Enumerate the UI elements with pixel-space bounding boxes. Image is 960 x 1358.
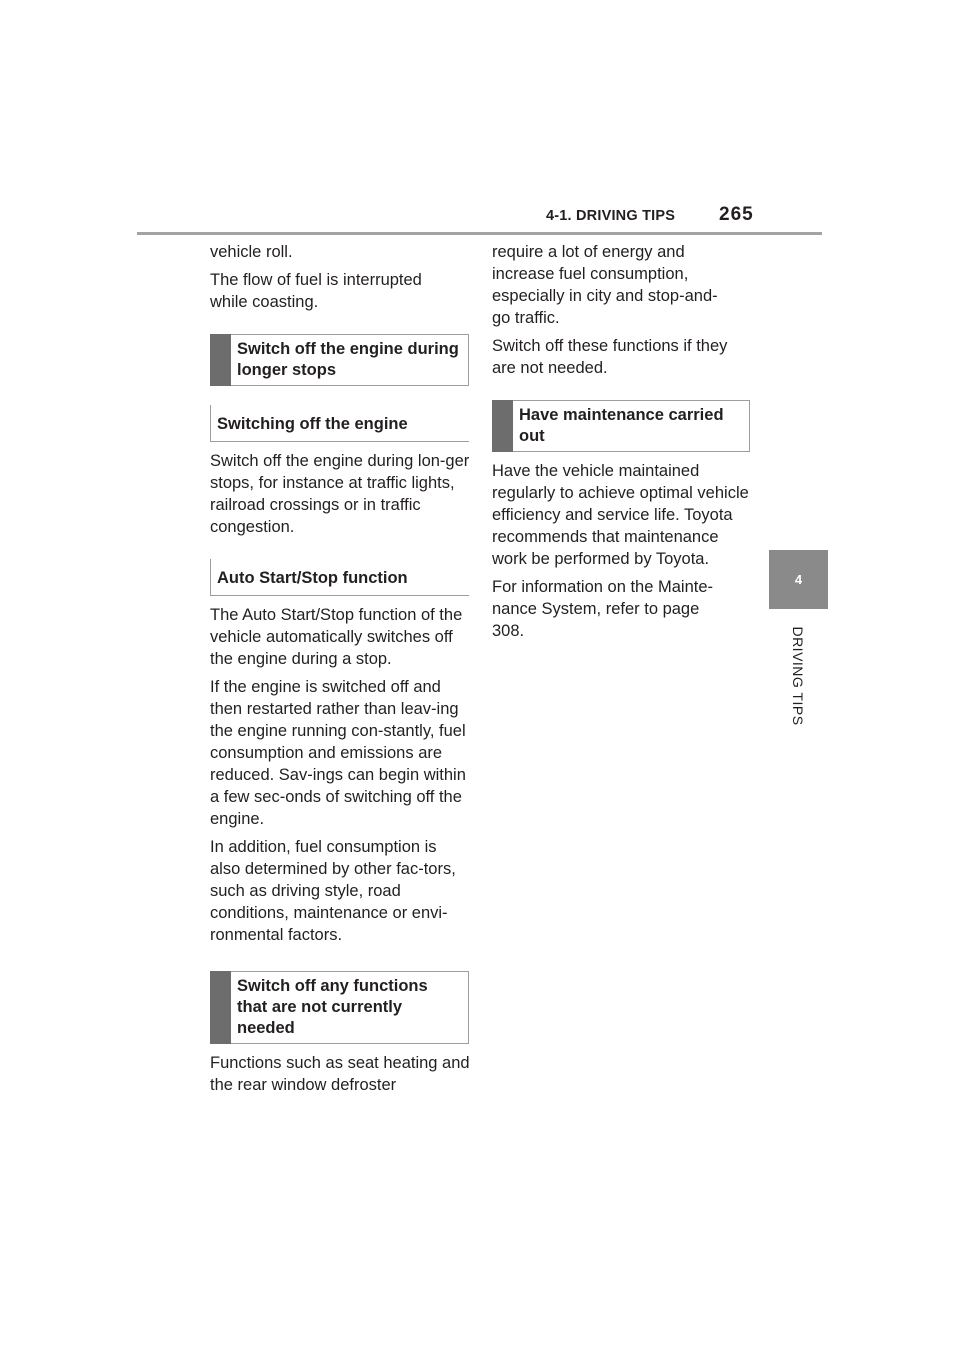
section-heading-bar bbox=[492, 400, 513, 452]
section-heading-box bbox=[210, 971, 469, 1044]
paragraph: vehicle roll. bbox=[210, 243, 293, 261]
paragraph: Functions such as seat heating and the rear window defroster bbox=[210, 1054, 470, 1094]
paragraph: The flow of fuel is interrupted while coasting. bbox=[210, 271, 422, 311]
right-column bbox=[492, 241, 752, 648]
header-rule bbox=[137, 232, 822, 235]
section-heading-box bbox=[210, 334, 469, 386]
section-heading-box bbox=[492, 400, 750, 452]
left-column bbox=[210, 241, 470, 1102]
section-heading-bar bbox=[210, 971, 231, 1044]
section-heading-bar bbox=[210, 334, 231, 386]
header-section-title: 4-1. DRIVING TIPS bbox=[546, 208, 676, 224]
paragraph: require a lot of energy and increase fuel consumption, especially in city and stop-and-go traffic. bbox=[492, 243, 718, 327]
paragraph: The Auto Start/Stop function of the vehicle automatically switches off the engine during a stop. bbox=[210, 606, 463, 668]
paragraph: Switch off these functions if they are not needed. bbox=[492, 337, 728, 377]
section-heading-text: Switch off any functions that are not currently needed bbox=[237, 977, 428, 1037]
sub-heading: Auto Start/Stop function bbox=[210, 559, 469, 596]
chapter-side-label: DRIVING TIPS bbox=[790, 626, 806, 726]
paragraph: Have the vehicle maintained regularly to achieve optimal vehicle efficiency and service life. Toyota recommends that maintenance work be performed by Toyota. bbox=[492, 462, 749, 568]
section-heading-text: Switch off the engine during longer stops bbox=[237, 340, 459, 379]
paragraph: In addition, fuel consumption is also determined by other fac-tors, such as driving style, road conditions, maintenance or envi-ronmental factors. bbox=[210, 838, 456, 944]
section-heading-text: Have maintenance carried out bbox=[519, 406, 724, 445]
paragraph: Switch off the engine during lon-ger stops, for instance at traffic lights, railroad crossings or in traffic congestion. bbox=[210, 452, 470, 536]
chapter-tab bbox=[769, 550, 828, 609]
paragraph: For information on the Mainte-nance System, refer to page 308. bbox=[492, 578, 714, 640]
chapter-tab-number: 4 bbox=[794, 572, 803, 587]
paragraph: If the engine is switched off and then restarted rather than leav-ing the engine running con-stantly, fuel consumption and emissions are reduced. Sav-ings can begin within a few sec-onds of switching off the engine. bbox=[210, 678, 466, 828]
page-number: 265 bbox=[719, 204, 754, 225]
sub-heading: Switching off the engine bbox=[210, 405, 469, 442]
